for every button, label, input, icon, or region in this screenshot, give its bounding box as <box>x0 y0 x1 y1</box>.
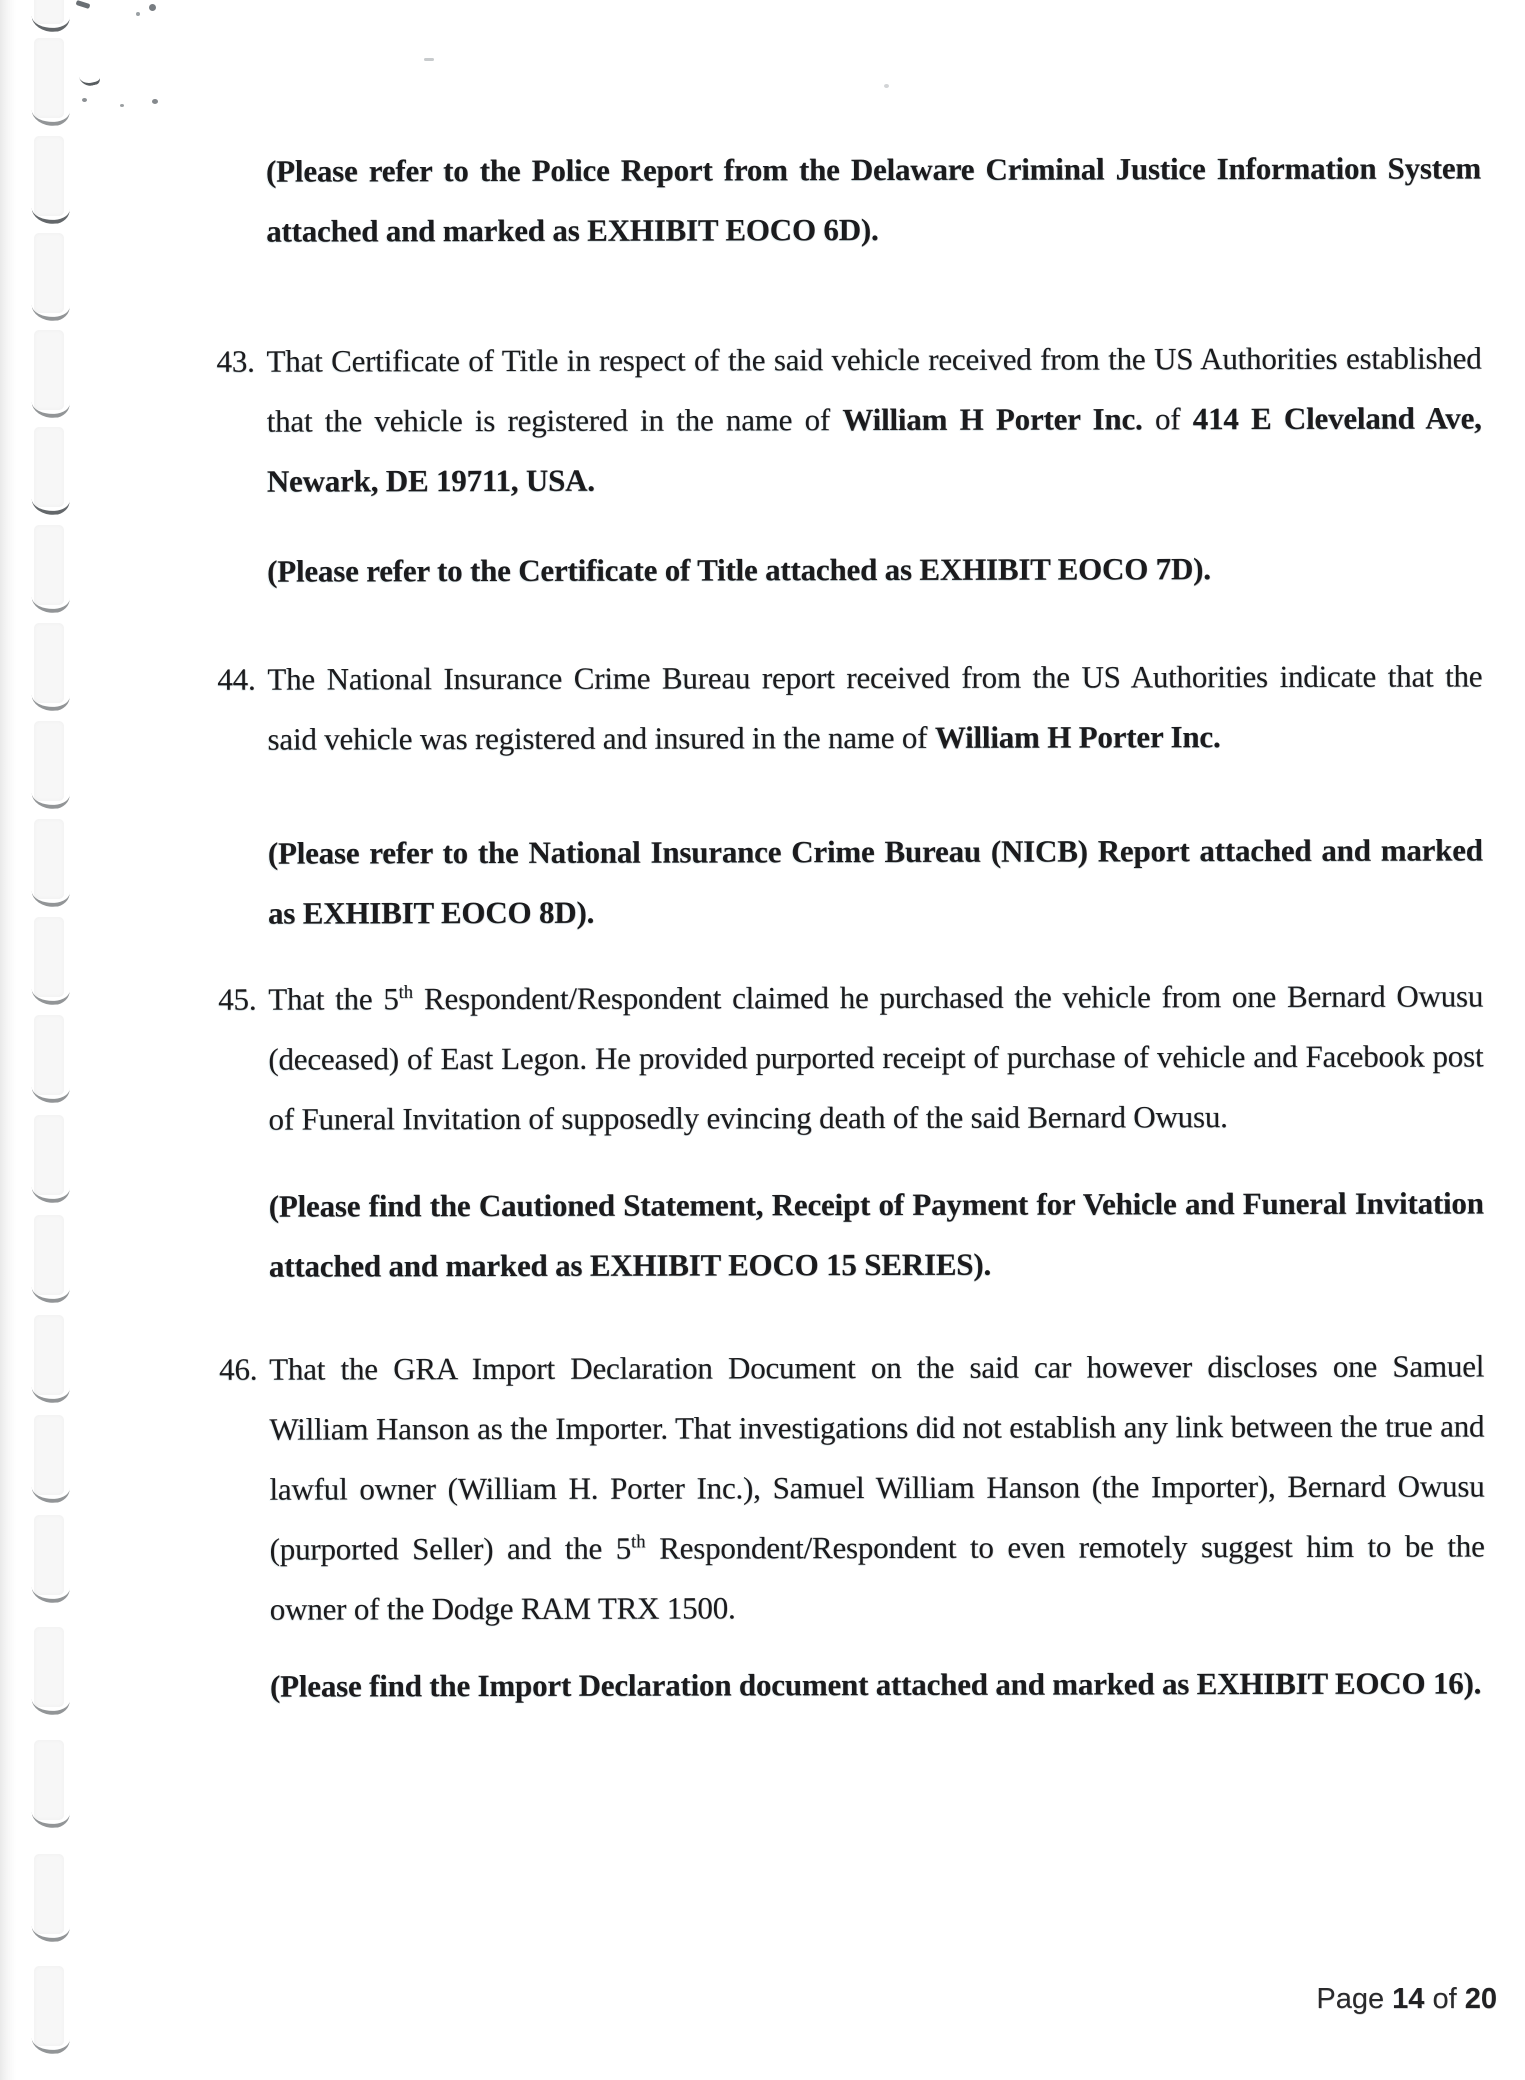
scan-speck <box>152 99 158 104</box>
paragraph-text: The National Insurance Crime Bureau report received from the US Authorities indicate that the said vehicle was registered and insured in the name of <box>267 658 1483 757</box>
binder-hole-mark <box>34 1928 66 1942</box>
paragraph-46 <box>219 1336 1485 1639</box>
binder-hole-mark <box>34 1289 66 1303</box>
paragraph-number: 43. <box>216 343 255 379</box>
scan-speck <box>424 58 434 61</box>
binder-hole-mark <box>34 991 66 1005</box>
binder-hole-mark <box>34 697 66 711</box>
footer-of: of <box>1424 1983 1465 2015</box>
scan-speck <box>82 98 87 102</box>
exhibit-note-text: (Please refer to the National Insurance Crime Bureau (NICB) Report attached and marked as EXHIBIT EOCO 8D). <box>267 832 1483 931</box>
paragraph-number: 44. <box>217 661 256 697</box>
scan-speck <box>120 104 124 107</box>
exhibit-note-eoco-8d <box>268 820 1483 943</box>
scan-speck <box>79 72 101 88</box>
owner-address-bold: 414 E Cleveland Ave, Newark, DE 19711, USA. <box>266 400 1482 499</box>
binder-hole-mark <box>34 1389 66 1403</box>
binder-hole-mark <box>34 1489 66 1503</box>
exhibit-note-eoco-15-series <box>269 1173 1484 1296</box>
footer-label: Page <box>1316 1983 1393 2015</box>
binder-hole-mark <box>34 1701 66 1715</box>
scan-speck <box>149 4 156 11</box>
paragraph-text: That the GRA Import Declaration Document on the said car however discloses one Samuel William Hanson as the Importer. That investigations did not establish any link between the true and lawful owner (William H. Porter Inc.), Samuel William Hanson (the Importer), Bernard Owusu (purported Seller) and the 5 <box>269 1348 1485 1567</box>
page-number-footer <box>1316 1983 1497 2016</box>
page-edge-shadow <box>0 0 16 2080</box>
paragraph-45 <box>218 966 1484 1149</box>
exhibit-note-eoco-7d <box>267 538 1482 601</box>
footer-current-page: 14 <box>1392 1983 1425 2015</box>
exhibit-note-text: (Please refer to the Police Report from the Delaware Criminal Justice Information System attached and marked as EXHIBIT EOCO 6D). <box>265 150 1482 249</box>
document-page-body <box>216 138 1485 1716</box>
paragraph-text: Respondent/Respondent to even remotely suggest him to be the owner of the Dodge RAM TRX 1500. <box>269 1528 1485 1627</box>
exhibit-note-eoco-16 <box>270 1653 1485 1716</box>
scan-speck <box>884 84 889 88</box>
paragraph-number: 46. <box>219 1351 258 1387</box>
paragraph-text: That Certificate of Title in respect of the said vehicle received from the US Authorities established that the vehicle is registered in the name of <box>266 340 1482 439</box>
scan-speck <box>76 0 91 9</box>
binder-hole-mark <box>34 1189 66 1203</box>
paragraph-44 <box>217 646 1483 769</box>
paragraph-text: Respondent/Respondent claimed he purchased the vehicle from one Bernard Owusu (deceased) of East Legon. He provided purported receipt of purchase of vehicle and Facebook post of Funeral Invitation of supposedly evincing death of the said Bernard Owusu. <box>268 978 1484 1137</box>
paragraph-number: 45. <box>218 981 257 1017</box>
footer-total-pages: 20 <box>1464 1983 1497 2015</box>
exhibit-note-eoco-6d <box>266 138 1481 261</box>
scan-speck <box>136 12 140 16</box>
ordinal-superscript: th <box>631 1531 646 1553</box>
exhibit-note-text: (Please find the Cautioned Statement, Receipt of Payment for Vehicle and Funeral Invitation attached and marked as EXHIBIT EOCO 15 SERIES). <box>268 1185 1484 1284</box>
owner-name-bold: William H Porter Inc. <box>842 401 1143 438</box>
paragraph-text: of <box>1142 401 1193 437</box>
binder-hole-mark <box>34 1814 66 1828</box>
binder-hole-mark <box>34 795 66 809</box>
binder-hole-mark <box>34 18 66 32</box>
exhibit-note-text: (Please find the Import Declaration document attached and marked as EXHIBIT EOCO 16). <box>269 1665 1482 1704</box>
binder-hole-mark <box>34 893 66 907</box>
binder-hole-mark <box>34 1589 66 1603</box>
binder-hole-mark <box>34 404 66 418</box>
binder-hole-mark <box>34 112 66 126</box>
paragraph-text: That the 5 <box>268 981 399 1017</box>
exhibit-note-text: (Please refer to the Certificate of Title attached as EXHIBIT EOCO 7D). <box>267 551 1211 589</box>
owner-name-bold: William H Porter Inc. <box>934 719 1221 755</box>
binder-hole-mark <box>34 2040 66 2054</box>
binder-hole-mark <box>34 599 66 613</box>
binder-hole-mark <box>34 210 66 224</box>
binder-hole-mark <box>34 1089 66 1103</box>
paragraph-43 <box>216 328 1482 511</box>
binder-hole-mark <box>34 307 66 321</box>
binder-hole-mark <box>34 501 66 515</box>
ordinal-superscript: th <box>398 981 414 1003</box>
